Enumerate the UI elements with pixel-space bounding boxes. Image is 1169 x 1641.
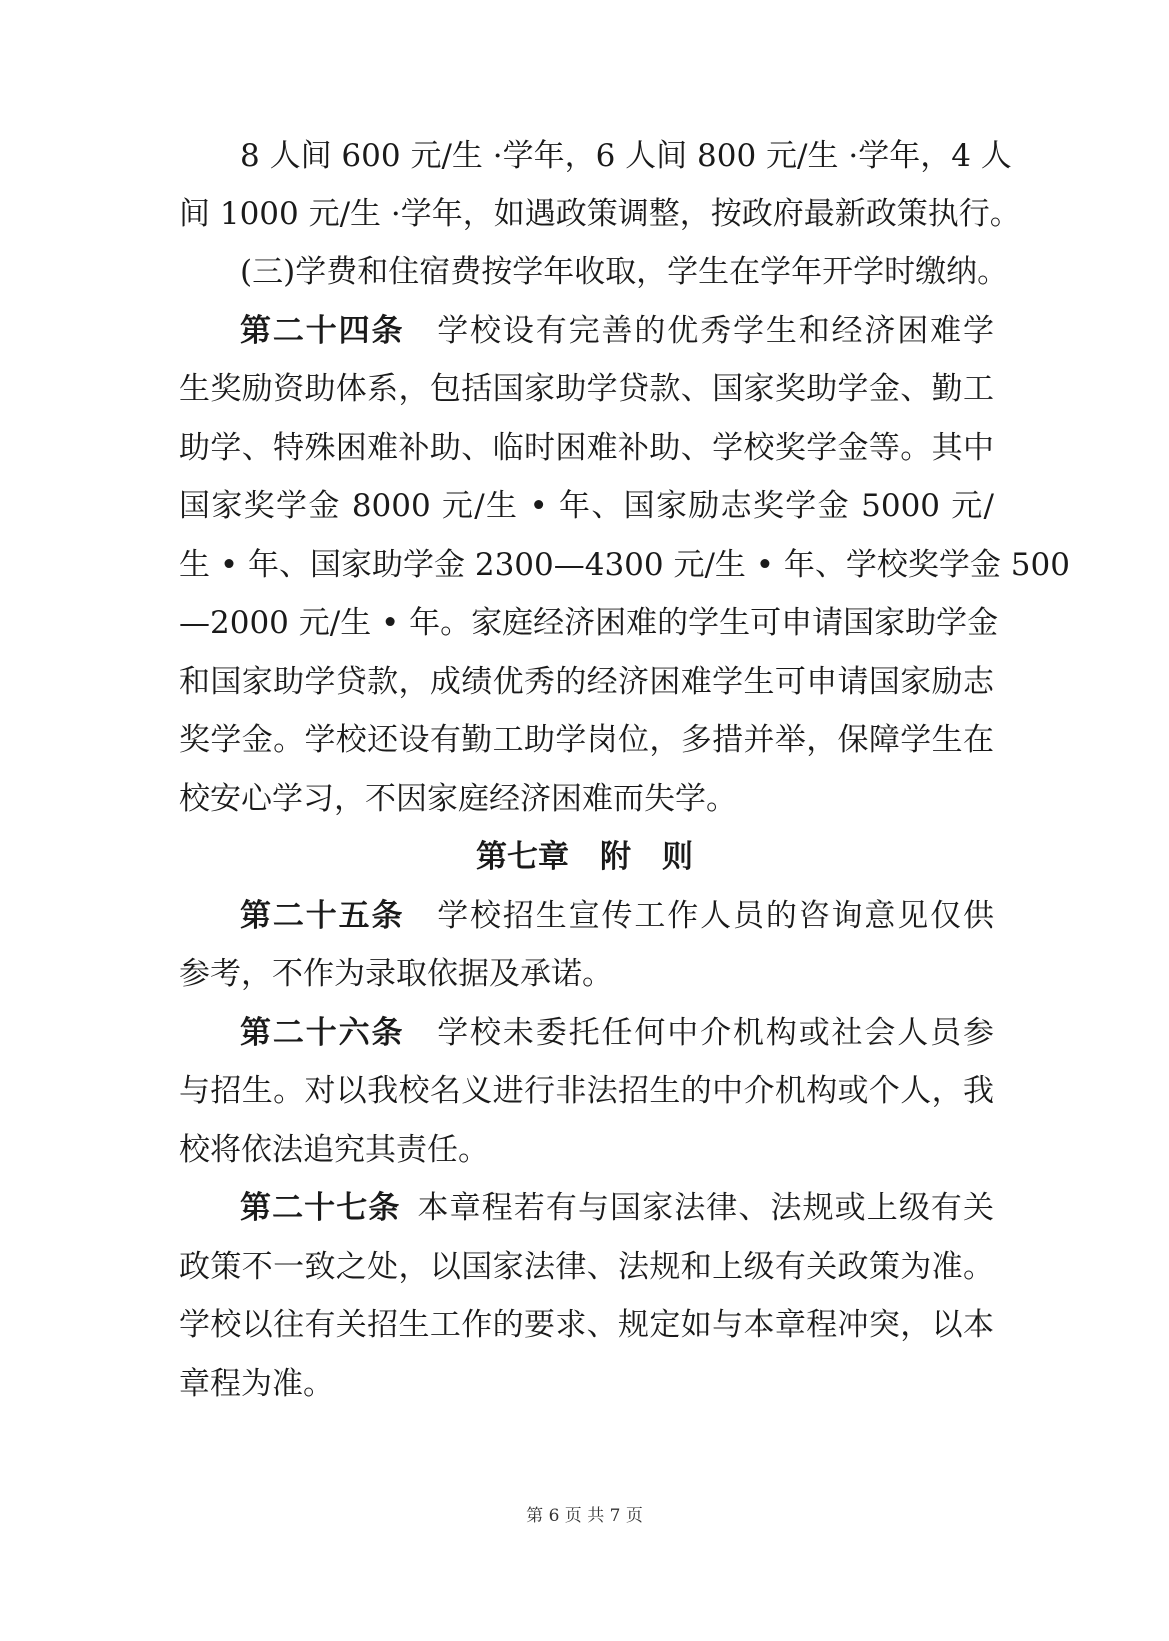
text-line: 国家奖学金 8000 元/生 • 年、国家励志奖学金 5000 元/ bbox=[179, 488, 994, 524]
article-26-title: 第二十六条 bbox=[240, 1015, 405, 1051]
article-25-first-line bbox=[240, 896, 994, 936]
text-line: 奖学金。学校还设有勤工助学岗位，多措并举，保障学生在 bbox=[179, 722, 994, 758]
text-line: 校安心学习，不因家庭经济困难而失学。 bbox=[179, 781, 737, 817]
text-line: 生 • 年、国家助学金 2300—4300 元/生 • 年、学校奖学金 500 bbox=[179, 547, 1070, 583]
page-number-footer: 第 6 页 共 7 页 bbox=[526, 1506, 643, 1526]
text-span: 学校设有完善的优秀学生和经济困难学 bbox=[435, 313, 995, 349]
text-line: 章程为准。 bbox=[179, 1366, 334, 1402]
text-line: 8 人间 600 元/生 ·学年，6 人间 800 元/生 ·学年，4 人 bbox=[240, 138, 1012, 174]
text-line: 和国家助学贷款，成绩优秀的经济困难学生可申请国家励志 bbox=[179, 664, 994, 700]
article-24-first-line bbox=[240, 311, 994, 351]
text-span: 本章程若有与国家法律、法规或上级有关 bbox=[416, 1190, 995, 1226]
text-span: 学校未委托任何中介机构或社会人员参 bbox=[435, 1015, 995, 1051]
article-27-title: 第二十七条 bbox=[240, 1190, 401, 1226]
article-25-title: 第二十五条 bbox=[240, 898, 405, 934]
text-line: 政策不一致之处，以国家法律、法规和上级有关政策为准。 bbox=[179, 1249, 994, 1285]
article-26-first-line bbox=[240, 1013, 994, 1053]
chapter-heading: 第七章 附 则 bbox=[476, 839, 693, 875]
article-24-title: 第二十四条 bbox=[240, 313, 405, 349]
text-line: 助学、特殊困难补助、临时困难补助、学校奖学金等。其中 bbox=[179, 430, 994, 466]
text-line: (三)学费和住宿费按学年收取，学生在学年开学时缴纳。 bbox=[240, 254, 1009, 290]
text-line: —2000 元/生 • 年。家庭经济困难的学生可申请国家助学金 bbox=[179, 605, 999, 641]
text-line: 与招生。对以我校名义进行非法招生的中介机构或个人，我 bbox=[179, 1073, 994, 1109]
text-line: 校将依法追究其责任。 bbox=[179, 1132, 489, 1168]
text-span: 学校招生宣传工作人员的咨询意见仅供 bbox=[435, 898, 995, 934]
text-line: 参考，不作为录取依据及承诺。 bbox=[179, 956, 613, 992]
text-line: 生奖励资助体系，包括国家助学贷款、国家奖助学金、勤工 bbox=[179, 371, 994, 407]
text-line: 学校以往有关招生工作的要求、规定如与本章程冲突，以本 bbox=[179, 1307, 994, 1343]
text-line: 间 1000 元/生 ·学年，如遇政策调整，按政府最新政策执行。 bbox=[179, 196, 1021, 232]
article-27-first-line bbox=[240, 1188, 994, 1228]
